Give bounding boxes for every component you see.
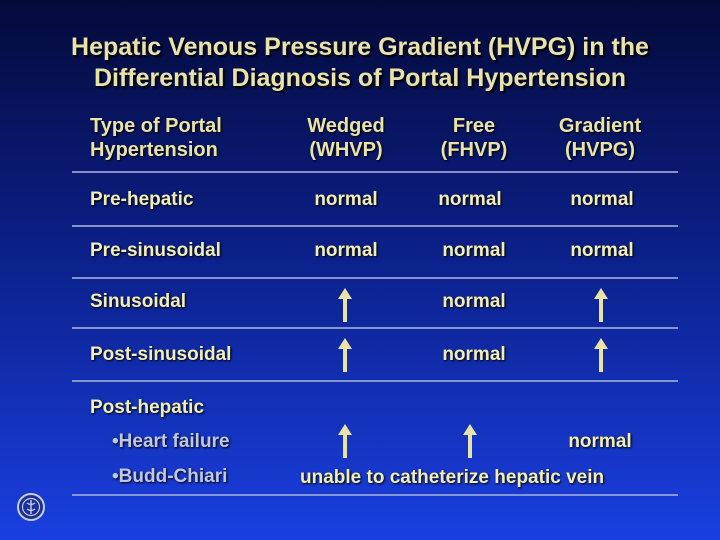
row-label-budd-chiari: •Budd-Chiari: [112, 466, 228, 487]
row-label-pre-sinusoidal: Pre-sinusoidal: [90, 240, 221, 261]
up-arrow-icon: [593, 338, 609, 372]
rule-row-1: [72, 225, 678, 227]
rule-bottom: [72, 494, 678, 496]
society-seal-icon: [16, 492, 46, 522]
budd-chiari-note: unable to catheterize hepatic vein: [300, 467, 605, 488]
row-label-post-sinusoidal: Post-sinusoidal: [90, 344, 232, 365]
up-arrow-icon: [337, 338, 353, 372]
row-label-post-hepatic: Post-hepatic: [90, 397, 205, 418]
row-sinusoidal-free: normal: [442, 291, 506, 312]
rule-header: [72, 171, 678, 173]
row-pre-sinusoidal-wedged: normal: [314, 240, 378, 261]
row-label-heart-failure: •Heart failure: [112, 431, 230, 452]
header-free: [414, 114, 534, 162]
row-pre-hepatic-wedged: normal: [314, 189, 378, 210]
row-label-sinusoidal: Sinusoidal: [90, 291, 187, 312]
header-free-line-1: Free: [452, 115, 496, 137]
up-arrow-icon: [593, 288, 609, 322]
row-pre-sinusoidal-free: normal: [442, 240, 506, 261]
header-free-line-2: (FHVP): [440, 139, 508, 161]
slide-title: [0, 32, 720, 94]
header-type-line-2: Hypertension: [90, 139, 218, 161]
header-wedged: [286, 114, 406, 162]
header-gradient: [540, 114, 660, 162]
row-label-pre-hepatic: Pre-hepatic: [90, 189, 194, 210]
row-heart-failure-gradient: normal: [568, 431, 632, 452]
header-gradient-line-1: Gradient: [558, 115, 642, 137]
title-line-2: Differential Diagnosis of Portal Hypertension: [93, 64, 627, 92]
header-gradient-line-2: (HVPG): [565, 139, 635, 161]
header-type: [90, 114, 222, 162]
row-pre-hepatic-free: normal: [438, 189, 502, 210]
header-wedged-line-1: Wedged: [307, 115, 385, 137]
title-line-1: Hepatic Venous Pressure Gradient (HVPG) in the: [71, 33, 649, 61]
up-arrow-icon: [337, 424, 353, 458]
header-wedged-line-2: (WHVP): [309, 139, 383, 161]
row-pre-hepatic-gradient: normal: [570, 189, 634, 210]
rule-row-4: [72, 380, 678, 382]
up-arrow-icon: [337, 288, 353, 322]
header-type-line-1: Type of Portal: [90, 115, 222, 137]
row-post-sinusoidal-free: normal: [442, 344, 506, 365]
up-arrow-icon: [462, 424, 478, 458]
rule-row-2: [72, 277, 678, 279]
row-pre-sinusoidal-gradient: normal: [570, 240, 634, 261]
rule-row-3: [72, 327, 678, 329]
